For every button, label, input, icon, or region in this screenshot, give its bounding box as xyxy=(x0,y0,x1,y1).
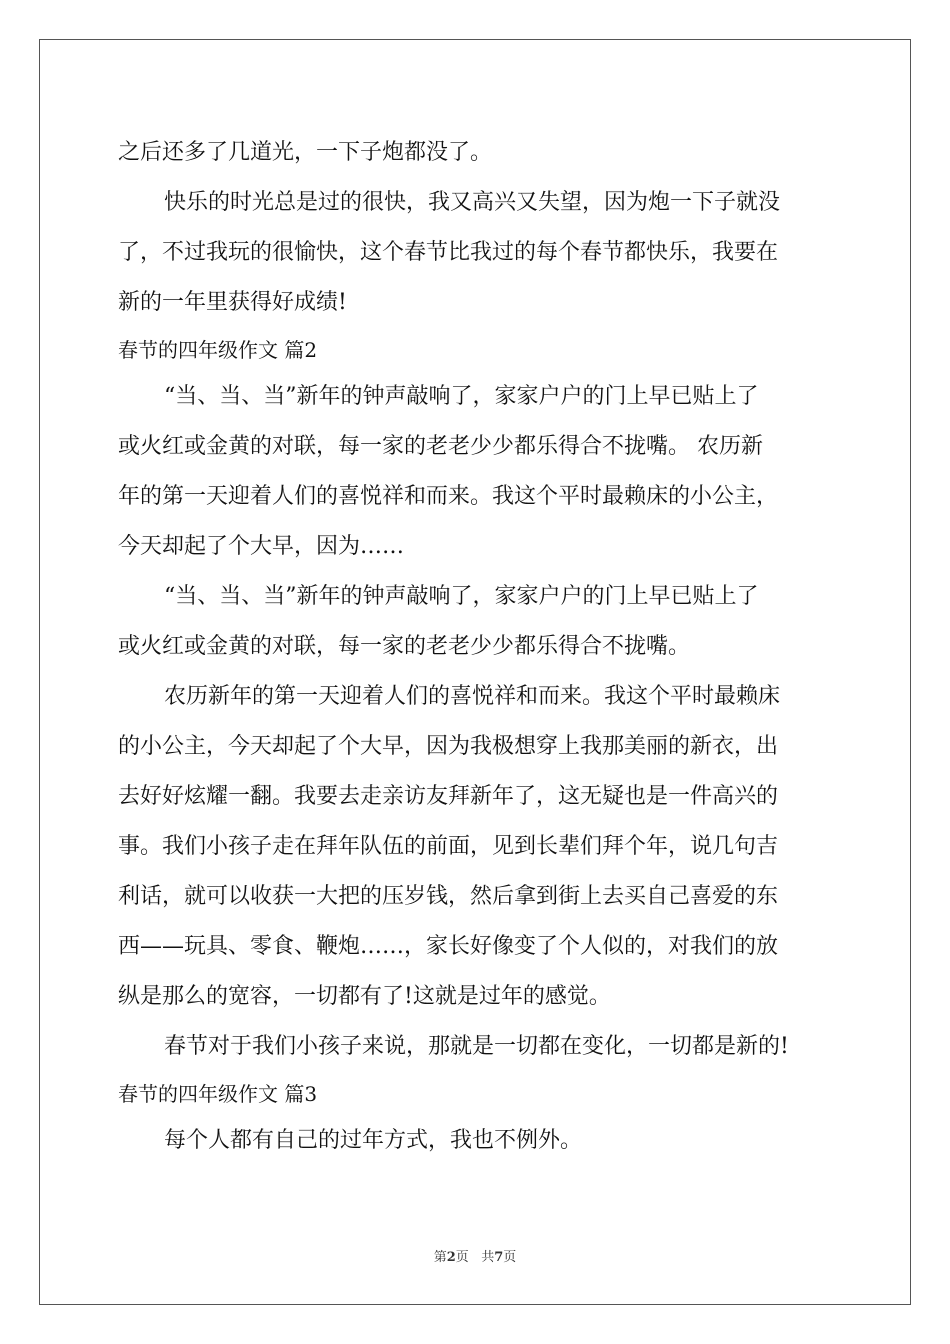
paragraph-line: 春节对于我们小孩子来说，那就是一切都在变化，一切都是新的! xyxy=(164,1034,789,1059)
paragraph-line: 去好好炫耀一翻。我要去走亲访友拜新年了，这无疑也是一件高兴的 xyxy=(118,784,779,809)
paragraph-line: 年的第一天迎着人们的喜悦祥和而来。我这个平时最赖床的小公主， xyxy=(118,484,779,509)
paragraph-line: 或火红或金黄的对联，每一家的老老少少都乐得合不拢嘴。 农历新 xyxy=(118,434,763,459)
paragraph-line: 了，不过我玩的很愉快，这个春节比我过的每个春节都快乐，我要在 xyxy=(118,240,779,265)
paragraph-line: 今天却起了个大早，因为…… xyxy=(118,534,405,559)
paragraph-line: 的小公主，今天却起了个大早，因为我极想穿上我那美丽的新衣，出 xyxy=(118,734,779,759)
paragraph-line: 之后还多了几道光，一下子炮都没了。 xyxy=(118,140,493,165)
page-footer xyxy=(0,1246,950,1265)
paragraph-line: 新的一年里获得好成绩! xyxy=(118,290,347,315)
paragraph-line: “当、当、当”新年的钟声敲响了，家家户户的门上早已贴上了 xyxy=(164,384,759,409)
page-number: 2 xyxy=(446,1250,456,1265)
page-prefix: 第 xyxy=(433,1250,447,1265)
section-heading: 春节的四年级作文 篇2 xyxy=(118,338,318,362)
total-prefix: 共 xyxy=(481,1250,495,1265)
document-body xyxy=(118,128,838,1166)
paragraph-line: 纵是那么的宽容，一切都有了!这就是过年的感觉。 xyxy=(118,984,611,1009)
section-heading: 春节的四年级作文 篇3 xyxy=(118,1082,318,1106)
total-pages: 7 xyxy=(494,1250,504,1265)
paragraph-line: 每个人都有自己的过年方式，我也不例外。 xyxy=(164,1128,583,1153)
paragraph-line: 农历新年的第一天迎着人们的喜悦祥和而来。我这个平时最赖床 xyxy=(164,684,781,709)
paragraph-line: “当、当、当”新年的钟声敲响了，家家户户的门上早已贴上了 xyxy=(164,584,759,609)
total-suffix: 页 xyxy=(503,1250,517,1265)
paragraph-line: 事。我们小孩子走在拜年队伍的前面，见到长辈们拜个年，说几句吉 xyxy=(118,834,779,859)
paragraph-line: 或火红或金黄的对联，每一家的老老少少都乐得合不拢嘴。 xyxy=(118,634,691,659)
page-suffix: 页 xyxy=(455,1250,469,1265)
paragraph-line: 利话，就可以收获一大把的压岁钱，然后拿到街上去买自己喜爱的东 xyxy=(118,884,779,909)
paragraph-line: 西——玩具、零食、鞭炮……，家长好像变了个人似的，对我们的放 xyxy=(118,934,779,959)
paragraph-line: 快乐的时光总是过的很快，我又高兴又失望，因为炮一下子就没 xyxy=(164,190,781,215)
